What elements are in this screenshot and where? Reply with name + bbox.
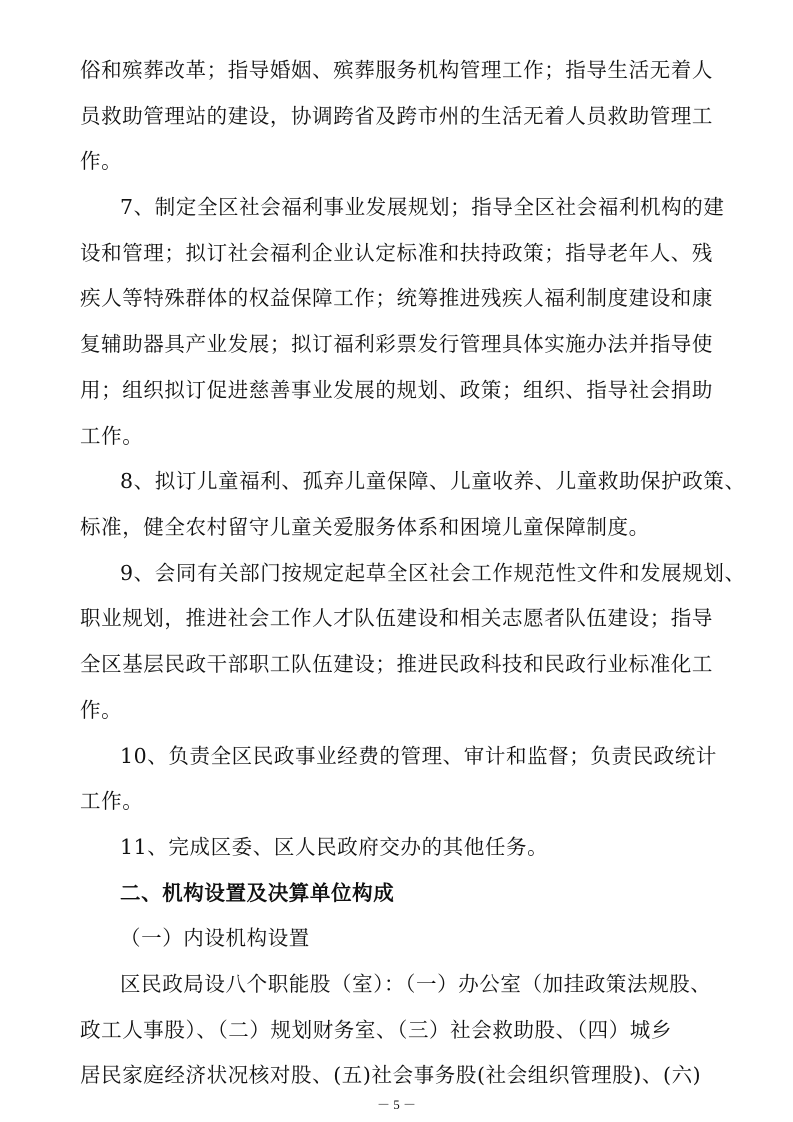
text-line: 职业规划，推进社会工作人才队伍建设和相关志愿者队伍建设；指导 bbox=[80, 606, 713, 630]
text-line: 疾人等特殊群体的权益保障工作；统筹推进残疾人福利制度建设和康 bbox=[80, 286, 713, 310]
subsection-heading: （一）内设机构设置 bbox=[120, 926, 310, 950]
text-line: 用；组织拟订促进慈善事业发展的规划、政策；组织、指导社会捐助 bbox=[80, 378, 713, 402]
paragraph-item-8: 8、拟订儿童福利、孤弃儿童保障、儿童收养、儿童救助保护政策、 bbox=[120, 469, 746, 493]
section-heading: 二、机构设置及决算单位构成 bbox=[120, 881, 395, 905]
text-line: 员救助管理站的建设，协调跨省及跨市州的生活无着人员救助管理工 bbox=[80, 104, 713, 128]
paragraph-item-9: 9、会同有关部门按规定起草全区社会工作规范性文件和发展规划、 bbox=[120, 561, 746, 585]
text-line: 俗和殡葬改革；指导婚姻、殡葬服务机构管理工作；指导生活无着人 bbox=[80, 58, 713, 82]
text-line: 作。 bbox=[80, 149, 123, 173]
page-number: － 5 － bbox=[376, 1097, 416, 1112]
text-line: 工作。 bbox=[80, 424, 144, 448]
text-line: 标准，健全农村留守儿童关爱服务体系和困境儿童保障制度。 bbox=[80, 515, 650, 539]
paragraph-item-7: 7、制定全区社会福利事业发展规划；指导全区社会福利机构的建 bbox=[120, 195, 725, 219]
text-line: 复辅助器具产业发展；拟订福利彩票发行管理具体实施办法并指导使 bbox=[80, 332, 713, 356]
text-line: 设和管理；拟订社会福利企业认定标准和扶持政策；指导老年人、残 bbox=[80, 241, 713, 265]
text-line: 居民家庭经济状况核对股、(五)社会事务股(社会组织管理股)、(六) bbox=[80, 1063, 702, 1087]
text-line: 政工人事股）、（二）规划财务室、（三）社会救助股、（四）城乡 bbox=[80, 1018, 672, 1042]
paragraph-item-10: 10、负责全区民政事业经费的管理、审计和监督；负责民政统计 bbox=[120, 744, 717, 768]
paragraph-item-11: 11、完成区委、区人民政府交办的其他任务。 bbox=[120, 835, 549, 859]
text-line: 全区基层民政干部职工队伍建设；推进民政科技和民政行业标准化工 bbox=[80, 652, 713, 676]
text-line: 区民政局设八个职能股（室）：（一）办公室（加挂政策法规股、 bbox=[120, 972, 712, 996]
text-line: 工作。 bbox=[80, 789, 144, 813]
text-line: 作。 bbox=[80, 698, 123, 722]
